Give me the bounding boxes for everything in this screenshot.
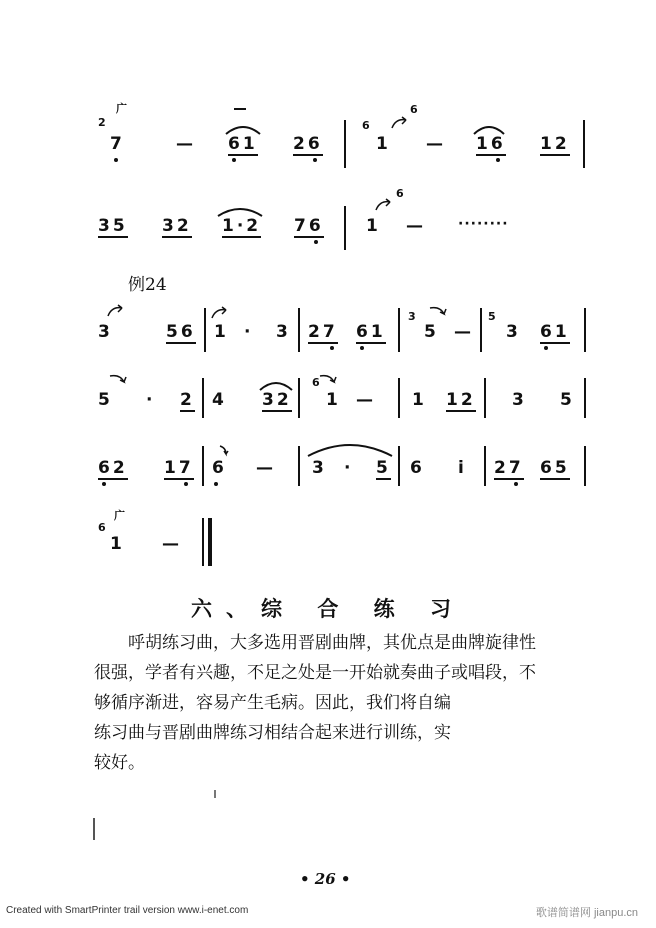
grace-note: 2 <box>98 116 106 129</box>
note: 5 <box>560 390 575 410</box>
note-group: 61 <box>356 322 386 342</box>
grace-note: 5 <box>488 310 496 323</box>
barline <box>202 446 204 486</box>
fade-dots: ········ <box>458 216 509 232</box>
grace-note-above: 6 <box>410 103 418 116</box>
paragraph-line-4: 练习曲与晋剧曲牌练习相结合起来进行训练，实 <box>94 723 451 743</box>
barline <box>204 308 206 352</box>
augmentation-dot: · <box>244 322 254 342</box>
dash: — <box>406 216 426 236</box>
note: 5 <box>98 390 113 410</box>
note: 4 <box>212 390 227 410</box>
ornament-arrow <box>374 198 396 212</box>
low-dot <box>514 482 518 486</box>
note-group: 17 <box>164 458 194 478</box>
note-group: 16 <box>476 134 506 154</box>
note-group: 12 <box>540 134 570 154</box>
section-heading: 六、综 合 练 习 <box>191 596 465 621</box>
barline <box>344 120 346 168</box>
low-dot <box>114 158 118 162</box>
note-group: 12 <box>446 390 476 410</box>
augmentation-dot: · <box>344 458 354 478</box>
note-group: 35 <box>98 216 128 236</box>
note-group: 2 <box>180 390 195 410</box>
note-group: 26 <box>293 134 323 154</box>
barline <box>484 446 486 486</box>
low-dot <box>314 240 318 244</box>
note: 1 <box>366 216 381 236</box>
note: 1 <box>376 134 391 154</box>
paragraph-line-1: 呼胡练习曲，大多选用晋剧曲牌，其优点是曲牌旋律性 <box>128 633 536 653</box>
note-group: 61 <box>540 322 570 342</box>
barline <box>398 446 400 486</box>
low-dot <box>102 482 106 486</box>
dash: — <box>426 134 446 154</box>
grace-note: 6 <box>312 376 320 389</box>
barline <box>298 308 300 352</box>
grace-note-above: 6 <box>396 187 404 200</box>
note-group: 62 <box>98 458 128 478</box>
barline <box>584 378 586 418</box>
note: 3 <box>512 390 527 410</box>
note: 1 <box>214 322 229 342</box>
low-dot <box>544 346 548 350</box>
creator-footer: Created with SmartPrinter trail version www.i-enet.com <box>6 905 249 916</box>
scan-mark <box>214 790 216 798</box>
note: 3 <box>506 322 521 342</box>
note-group: 65 <box>540 458 570 478</box>
grace-mark: 广 <box>116 102 127 115</box>
note-group: 32 <box>262 390 292 410</box>
note-group: 61 <box>228 134 258 154</box>
barline <box>583 120 585 168</box>
ornament-arrow <box>318 372 340 386</box>
ornament-arrow <box>428 304 450 318</box>
barline <box>298 378 300 418</box>
paragraph-line-2: 很强，学者有兴趣，不足之处是一开始就奏曲子或唱段，不 <box>94 663 536 683</box>
augmentation-dot: · <box>146 390 156 410</box>
note: 6 <box>212 458 227 478</box>
grace-mark: 广 <box>114 509 125 522</box>
scan-mark <box>93 818 95 840</box>
ornament-arrow <box>218 444 230 456</box>
dash: — <box>256 458 276 478</box>
dash: — <box>454 322 474 342</box>
low-dot <box>330 346 334 350</box>
note: 3 <box>276 322 291 342</box>
barline <box>398 308 400 352</box>
grace-note: 6 <box>98 521 106 534</box>
note-group: 1·2 <box>222 216 262 236</box>
dash: — <box>176 134 196 154</box>
note: 3 <box>312 458 327 478</box>
note: 7 <box>110 134 125 154</box>
low-dot <box>313 158 317 162</box>
note: 1 <box>326 390 341 410</box>
note: 3 <box>98 322 113 342</box>
barline <box>344 206 346 250</box>
ornament-arrow <box>390 116 412 130</box>
note-group: 76 <box>294 216 324 236</box>
end-barline-thin <box>202 518 204 566</box>
barline <box>480 308 482 352</box>
barline <box>298 446 300 486</box>
watermark: 歌谱简谱网 jianpu.cn <box>535 907 638 919</box>
grace-note: 3 <box>408 310 416 323</box>
note-high: i <box>458 458 467 478</box>
ornament-arrow <box>108 372 130 386</box>
note-group: 5 <box>376 458 391 478</box>
note: 5 <box>424 322 439 342</box>
low-dot <box>184 482 188 486</box>
low-dot <box>360 346 364 350</box>
dash: — <box>162 534 182 554</box>
low-dot <box>232 158 236 162</box>
paragraph-line-3: 够循序渐进，容易产生毛病。因此，我们将自编 <box>94 693 451 713</box>
note-group: 56 <box>166 322 196 342</box>
note: 1 <box>412 390 427 410</box>
slur <box>306 442 394 458</box>
barline <box>398 378 400 418</box>
ornament-arrow <box>106 304 128 318</box>
barline <box>584 446 586 486</box>
dash: — <box>356 390 376 410</box>
note-group: 27 <box>494 458 524 478</box>
note: 1 <box>110 534 125 554</box>
page-number: • 26 • <box>300 870 351 888</box>
low-dot <box>214 482 218 486</box>
note-group: 32 <box>162 216 192 236</box>
note-group: 27 <box>308 322 338 342</box>
note: 6 <box>410 458 425 478</box>
low-dot <box>496 158 500 162</box>
ornament-arrow <box>210 306 232 320</box>
barline <box>484 378 486 418</box>
barline <box>202 378 204 418</box>
end-barline-thick <box>208 518 212 566</box>
example-label: 例24 <box>128 275 167 295</box>
barline <box>584 308 586 352</box>
paragraph-line-5: 较好。 <box>94 753 145 773</box>
grace-note: 6 <box>362 119 370 132</box>
tie-mark <box>234 108 246 110</box>
